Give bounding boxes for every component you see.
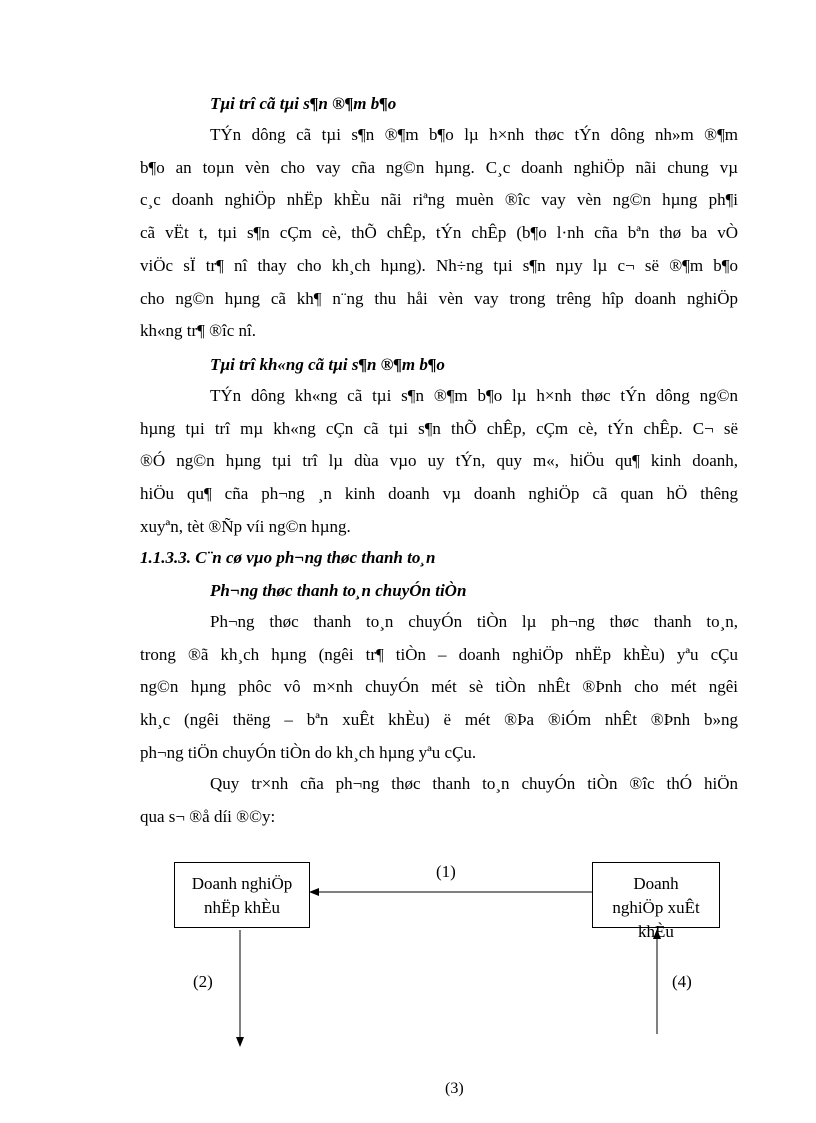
step-label-2: (2) (193, 972, 213, 991)
text-line: ng©n hµng phôc vô m×nh chuyÓn mét sè tiÒn nhÊt ®Þnh cho mét ngêi (140, 677, 738, 697)
text-line: b¶o an toµn vèn cho vay cña ng©n hµng. C¸c doanh nghiÖp nãi chung vµ (140, 157, 738, 177)
importer-label-line2: nhËp khÈu (203, 898, 281, 917)
text-line: c¸c doanh nghiÖp nhËp khÈu nãi riªng muèn ®îc vay vèn ng©n hµng ph¶i (140, 190, 738, 210)
importer-box (174, 862, 310, 928)
text-line: hµng tµi trî mµ kh«ng cÇn cã tµi s¶n thÕ chÊp, cÇm cè, tÝn chÊp. C¬ së (140, 418, 738, 438)
text-line: qua s¬ ®å díi ®©y: (140, 806, 276, 826)
text-line: trong ®ã kh¸ch hµng (ngêi tr¶ tiÒn – doanh nghiÖp nhËp khÈu) yªu cÇu (140, 644, 738, 664)
text-line: Quy tr×nh cña ph¬ng thøc thanh to¸n chuyÓn tiÒn ®îc thÓ hiÖn (210, 774, 738, 793)
text-line: kh«ng tr¶ ®îc nî. (140, 321, 256, 341)
exporter-label-line2: nghiÖp xuÊt (612, 898, 700, 917)
heading-unsecured-financing: Tµi trî kh«ng cã tµi s¶n ®¶m b¶o (210, 355, 445, 374)
heading-transfer-method: Ph¬ng thøc thanh to¸n chuyÓn tiÒn (210, 581, 467, 600)
text-line: Ph¬ng thøc thanh to¸n chuyÓn tiÒn lµ ph¬ng thøc thanh to¸n, (210, 612, 738, 631)
text-line: cã vËt t, tµi s¶n cÇm cè, thÕ chÊp, tÝn chÊp (b¶o l·nh cña bªn thø ba vÒ (140, 223, 738, 243)
importer-label-line1: Doanh nghiÖp (191, 874, 293, 893)
text-line: hiÖu qu¶ cña ph¬ng ¸n kinh doanh vµ doanh nghiÖp cã quan hÖ thêng (140, 484, 738, 504)
exporter-label-line3: khÈu (638, 922, 674, 941)
page-number: (3) (445, 1080, 464, 1097)
text-line: TÝn dông kh«ng cã tµi s¶n ®¶m b¶o lµ h×nh thøc tÝn dông ng©n (210, 386, 738, 405)
step-label-1: (1) (436, 862, 456, 881)
text-line: viÖc sÏ tr¶ nî thay cho kh¸ch hµng). Nh÷ng tµi s¶n nµy lµ c¬ së ®¶m b¶o (140, 255, 738, 275)
text-line: TÝn dông cã tµi s¶n ®¶m b¶o lµ h×nh thøc tÝn dông nh»m ®¶m (210, 125, 738, 144)
text-line: xuyªn, tèt ®Ñp víi ng©n hµng. (140, 516, 351, 536)
text-line: cho ng©n hµng cã kh¶ n¨ng thu håi vèn vay trong trêng hîp doanh nghiÖp (140, 288, 738, 308)
exporter-label-line1: Doanh (633, 874, 679, 893)
exporter-box (592, 862, 720, 941)
text-line: ®Ó ng©n hµng tµi trî lµ dùa vµo uy tÝn, quy m«, hiÖu qu¶ kinh doanh, (140, 451, 738, 471)
text-line: ph¬ng tiÖn chuyÓn tiÒn do kh¸ch hµng yªu cÇu. (140, 742, 477, 762)
step-label-4: (4) (672, 972, 692, 991)
heading-payment-method: 1.1.3.3. C¨n cø vµo ph¬ng thøc thanh to¸n (140, 548, 436, 567)
text-line: kh¸c (ngêi thëng – bªn xuÊt khÈu) ë mét ®Þa ®iÓm nhÊt ®Þnh b»ng (140, 710, 738, 730)
heading-secured-financing: Tµi trî cã tµi s¶n ®¶m b¶o (210, 94, 397, 113)
